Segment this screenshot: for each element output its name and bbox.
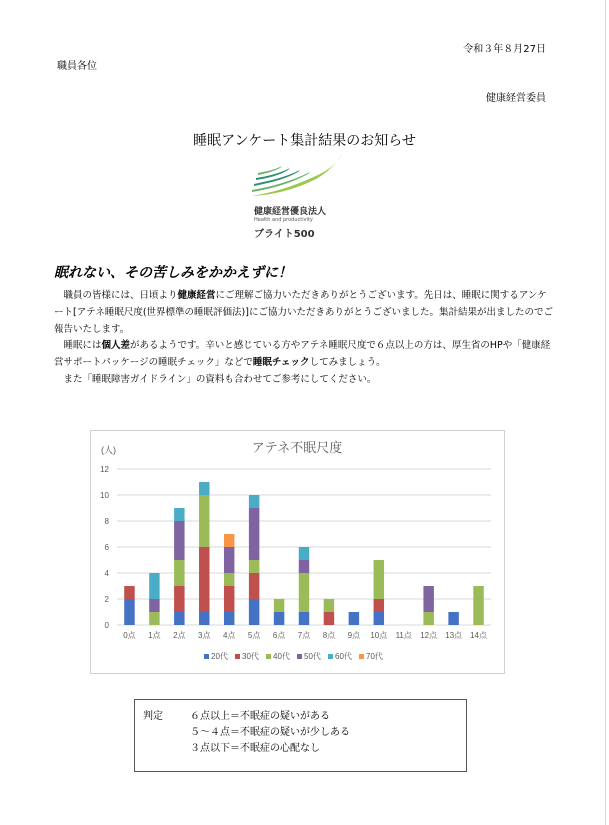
bar-segment [324, 599, 334, 612]
bar-segment [224, 586, 234, 612]
bar-segment [448, 612, 458, 625]
judgement-label: 判定 [143, 711, 163, 722]
paragraph-2 [54, 338, 554, 372]
x-tick-label: 8点 [322, 631, 336, 640]
bar-segment [124, 586, 134, 599]
sender: 健康経営委員 [486, 93, 546, 104]
legend-swatch [204, 654, 209, 659]
x-tick-label: 9点 [347, 631, 361, 640]
x-tick-label: 14点 [470, 631, 487, 640]
bar-segment [473, 586, 483, 625]
bar-segment [224, 612, 234, 625]
x-tick-label: 11点 [395, 631, 412, 640]
logo-brand: ブライト500 [254, 229, 315, 240]
body-text [54, 288, 554, 389]
logo-wave-icon [250, 152, 350, 204]
legend-label: 30代 [242, 652, 259, 661]
legend-label: 40代 [273, 652, 290, 661]
bar-segment [224, 547, 234, 573]
x-tick-label: 3点 [198, 631, 211, 640]
x-tick-label: 10点 [370, 631, 388, 640]
judgement-line-3: ３点以下＝不眠症の心配なし [190, 743, 320, 754]
paragraph-1-part-c: にご理解ご協力いただきありがとうございます。先日は、睡眠に関するアンケート[アテネ睡眠尺度(世界標準の睡眠評価法)]にご協力いただきありがとうございました。集計結果が出ましたのでご報告いたします。 [54, 290, 553, 335]
paragraph-2-part-c: があるようです。辛いと感じている方やアテネ睡眠尺度で６点以上の方は、厚生省のHPや「健康経営サポートパッケージの睡眠チェック」などで [54, 340, 551, 369]
paragraph-1 [54, 288, 554, 338]
bar-segment [374, 612, 384, 625]
x-tick-label: 5点 [247, 631, 261, 640]
bar-segment [199, 482, 209, 495]
health-management-logo [250, 152, 350, 242]
bar-segment [174, 508, 184, 521]
y-tick-label: 0 [104, 621, 109, 630]
bar-segment [174, 521, 184, 560]
legend-swatch [328, 654, 333, 659]
x-tick-label: 13点 [445, 631, 463, 640]
bar-segment [423, 586, 433, 612]
paragraph-1-emphasis: 健康経営 [177, 290, 216, 301]
legend-swatch [266, 654, 271, 659]
bar-segment [224, 573, 234, 586]
logo-subtitle: Health and productivity [254, 217, 313, 223]
y-tick-label: 10 [100, 491, 109, 500]
x-tick-label: 4点 [222, 631, 236, 640]
y-tick-label: 4 [104, 569, 109, 578]
x-tick-label: 0点 [123, 631, 136, 640]
bar-segment [249, 599, 259, 625]
paragraph-2-emphasis-1: 個人差 [101, 340, 131, 352]
bar-segment [174, 586, 184, 612]
chart-canvas [91, 431, 504, 673]
paragraph-1-part-a: 職員の皆様には、日頃より [63, 290, 178, 301]
bar-segment [249, 508, 259, 560]
bar-segment [199, 547, 209, 612]
insomnia-chart [90, 430, 505, 674]
y-tick-label: 2 [104, 595, 109, 604]
judgement-line-1: ６点以上＝不眠症の疑いがある [190, 711, 330, 722]
bar-segment [274, 612, 284, 625]
bar-segment [423, 612, 433, 625]
legend-label: 50代 [304, 652, 321, 661]
legend-label: 60代 [335, 652, 352, 661]
paragraph-2-part-e: してみましょう。 [309, 357, 386, 369]
x-tick-label: 12点 [420, 631, 438, 640]
legend-swatch [359, 654, 364, 659]
bar-segment [249, 560, 259, 573]
paragraph-2-emphasis-2: 睡眠チェック [252, 357, 310, 369]
legend-swatch [235, 654, 240, 659]
bar-segment [349, 612, 359, 625]
judgement-line-2: ５〜４点＝不眠症の疑いが少しある [190, 727, 350, 738]
y-tick-label: 12 [100, 465, 109, 474]
bar-segment [224, 534, 234, 547]
bar-segment [174, 560, 184, 586]
bar-segment [299, 612, 309, 625]
bar-segment [274, 599, 284, 612]
y-axis-label: (人) [101, 445, 116, 455]
logo-title: 健康経営優良法人 [254, 207, 327, 217]
x-tick-label: 2点 [173, 631, 186, 640]
legend-swatch [297, 654, 302, 659]
bar-segment [299, 560, 309, 573]
bar-segment [199, 495, 209, 547]
y-tick-label: 6 [104, 543, 109, 552]
x-tick-label: 6点 [272, 631, 286, 640]
paragraph-2-part-a: 睡眠には [63, 340, 102, 352]
page-title: 睡眠アンケート集計結果のお知らせ [193, 133, 416, 149]
bar-segment [299, 573, 309, 612]
paragraph-3: また「睡眠障害ガイドライン」の資料も合わせてご参考にしてください。 [63, 373, 377, 385]
bar-segment [149, 612, 159, 625]
bar-segment [199, 612, 209, 625]
headline: 眠れない、その苦しみをかかえずに！ [54, 265, 292, 281]
bar-segment [174, 612, 184, 625]
bar-segment [374, 599, 384, 612]
bar-segment [124, 599, 134, 625]
legend-label: 20代 [211, 652, 228, 661]
recipient: 職員各位 [57, 61, 97, 72]
legend-label: 70代 [366, 652, 383, 661]
chart-title: アテネ不眠尺度 [251, 440, 343, 455]
bar-segment [149, 599, 159, 612]
bar-segment [249, 573, 259, 599]
y-tick-label: 8 [104, 517, 109, 526]
bar-segment [149, 573, 159, 599]
x-tick-label: 7点 [297, 631, 311, 640]
x-tick-label: 1点 [148, 631, 161, 640]
bar-segment [374, 560, 384, 599]
bar-segment [249, 495, 259, 508]
bar-segment [324, 612, 334, 625]
document-date: 令和３年８月27日 [463, 44, 546, 55]
bar-segment [299, 547, 309, 560]
judgement-box [134, 699, 467, 772]
page-edge [605, 0, 606, 825]
